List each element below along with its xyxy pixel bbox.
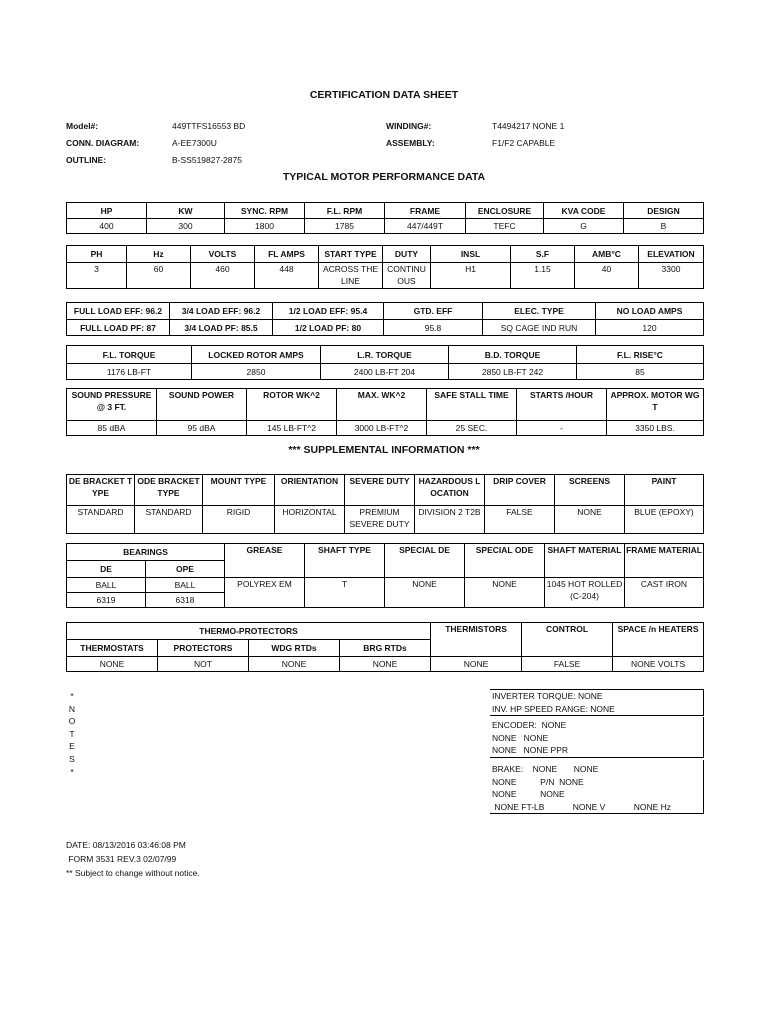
notes-letter: N — [68, 703, 76, 714]
max-wk2-header: MAX. WK^2 — [337, 389, 427, 421]
protectors-header: PROTECTORS — [158, 640, 249, 657]
special-de-header: SPECIAL DE — [385, 544, 465, 578]
fl-rise-value: 85 — [577, 364, 704, 380]
no-load-amps-header: NO LOAD AMPS — [596, 303, 704, 320]
severe-duty-value: PREMIUM SEVERE DUTY — [345, 506, 415, 534]
frame-header: FRAME — [385, 203, 466, 219]
de-bracket-header: DE BRACKET TYPE — [67, 475, 135, 506]
rotor-wk2-value: 145 LB-FT^2 — [247, 421, 337, 436]
footer — [66, 838, 200, 880]
bearings-header: BEARINGS — [67, 544, 225, 561]
shaft-type-header: SHAFT TYPE — [305, 544, 385, 578]
space-heaters-header: SPACE /n HEATERS — [613, 623, 704, 657]
special-de-value: NONE — [385, 578, 465, 608]
winding-value: T4494217 NONE 1 — [492, 121, 565, 131]
space-heaters-value: NONE VOLTS — [613, 657, 704, 672]
design-value: B — [624, 219, 704, 234]
thermistors-value: NONE — [431, 657, 522, 672]
encoder-line-3: NONE NONE PPR — [492, 745, 569, 755]
model-value: 449TTFS16553 BD — [172, 121, 246, 131]
de-bracket-value: STANDARD — [67, 506, 135, 534]
ph-value: 3 — [67, 263, 127, 289]
three-quarter-load-eff: 3/4 LOAD EFF: 96.2 — [170, 303, 273, 320]
duty-header: DUTY — [383, 246, 431, 263]
inverter-torque: INVERTER TORQUE: NONE — [492, 691, 603, 701]
bd-torque-value: 2850 LB-FT 242 — [449, 364, 577, 380]
sound-pressure-value: 85 dBA — [67, 421, 157, 436]
conn-diagram-label: CONN. DIAGRAM: — [66, 138, 140, 148]
orientation-value: HORIZONTAL — [275, 506, 345, 534]
rotor-wk2-header: ROTOR WK^2 — [247, 389, 337, 421]
approx-weight-header: APPROX. MOTOR WGT — [607, 389, 704, 421]
mount-type-header: MOUNT TYPE — [203, 475, 275, 506]
full-load-pf: FULL LOAD PF: 87 — [67, 320, 170, 336]
elevation-header: ELEVATION — [639, 246, 704, 263]
kw-header: KW — [147, 203, 225, 219]
bearings-table — [66, 543, 704, 608]
elevation-value: 3300 — [639, 263, 704, 289]
elec-type-header: ELEC. TYPE — [483, 303, 596, 320]
brake-line-2: NONE P/N NONE — [492, 776, 584, 787]
outline-value: B-SS519827-2875 — [172, 155, 242, 165]
three-quarter-load-pf: 3/4 LOAD PF: 85.5 — [170, 320, 273, 336]
brake-line-1: BRAKE: NONE NONE — [492, 764, 599, 774]
wdg-rtds-header: WDG RTDs — [249, 640, 340, 657]
performance-title: TYPICAL MOTOR PERFORMANCE DATA — [282, 171, 486, 183]
hazardous-location-value: DIVISION 2 T2B — [415, 506, 485, 534]
shaft-material-value: 1045 HOT ROLLED (C-204) — [545, 578, 625, 608]
orientation-header: ORIENTATION — [275, 475, 345, 506]
amb-value: 40 — [575, 263, 639, 289]
amb-header: AMB°C — [575, 246, 639, 263]
conn-diagram-value: A-EE7300U — [172, 138, 217, 148]
grease-header: GREASE — [225, 544, 305, 578]
inverter-speed-range: INV. HP SPEED RANGE: NONE — [492, 703, 615, 714]
drip-cover-value: FALSE — [485, 506, 555, 534]
protectors-value: NOT — [158, 657, 249, 672]
enclosure-header: ENCLOSURE — [466, 203, 544, 219]
hz-header: Hz — [127, 246, 191, 263]
severe-duty-header: SEVERE DUTY — [345, 475, 415, 506]
encoder-box — [490, 717, 704, 758]
approx-weight-value: 3350 LBS. — [607, 421, 704, 436]
shaft-type-value: T — [305, 578, 385, 608]
hz-value: 60 — [127, 263, 191, 289]
shaft-material-header: SHAFT MATERIAL — [545, 544, 625, 578]
half-load-pf: 1/2 LOAD PF: 80 — [273, 320, 384, 336]
no-load-amps-value: 120 — [596, 320, 704, 336]
locked-rotor-amps-header: LOCKED ROTOR AMPS — [192, 346, 321, 364]
fl-rpm-header: F.L. RPM — [305, 203, 385, 219]
start-type-header: START TYPE — [319, 246, 383, 263]
kw-value: 300 — [147, 219, 225, 234]
insl-header: INSL — [431, 246, 511, 263]
kva-code-header: KVA CODE — [544, 203, 624, 219]
efficiency-table — [66, 302, 704, 336]
fl-torque-value: 1176 LB-FT — [67, 364, 192, 380]
hazardous-location-header: HAZARDOUS LOCATION — [415, 475, 485, 506]
wdg-rtds-value: NONE — [249, 657, 340, 672]
design-header: DESIGN — [624, 203, 704, 219]
starts-hour-header: STARTS /HOUR — [517, 389, 607, 421]
outline-label: OUTLINE: — [66, 155, 107, 165]
control-value: FALSE — [522, 657, 613, 672]
fl-amps-value: 448 — [255, 263, 319, 289]
lr-torque-header: L.R. TORQUE — [321, 346, 449, 364]
brg-rtds-value: NONE — [340, 657, 431, 672]
document-title: CERTIFICATION DATA SHEET — [309, 89, 459, 101]
sync-rpm-header: SYNC. RPM — [225, 203, 305, 219]
hp-value: 400 — [67, 219, 147, 234]
half-load-eff: 1/2 LOAD EFF: 95.4 — [273, 303, 384, 320]
max-wk2-value: 3000 LB-FT^2 — [337, 421, 427, 436]
sound-power-header: SOUND POWER — [157, 389, 247, 421]
ph-header: PH — [67, 246, 127, 263]
winding-label: WINDING#: — [386, 121, 432, 131]
duty-value: CONTINUOUS — [383, 263, 431, 289]
frame-material-value: CAST IRON — [625, 578, 704, 608]
thermistors-header: THERMISTORS — [431, 623, 522, 657]
sound-inertia-table — [66, 388, 704, 436]
control-header: CONTROL — [522, 623, 613, 657]
bd-torque-header: B.D. TORQUE — [449, 346, 577, 364]
paint-header: PAINT — [625, 475, 704, 506]
screens-header: SCREENS — [555, 475, 625, 506]
notes-letter: T — [69, 728, 75, 739]
enclosure-value: TEFC — [466, 219, 544, 234]
elec-type-value: SQ CAGE IND RUN — [483, 320, 596, 336]
drip-cover-header: DRIP COVER — [485, 475, 555, 506]
thermostats-header: THERMOSTATS — [67, 640, 158, 657]
screens-value: NONE — [555, 506, 625, 534]
starts-hour-value: - — [517, 421, 607, 436]
mount-type-value: RIGID — [203, 506, 275, 534]
assembly-value: F1/F2 CAPABLE — [492, 138, 556, 148]
change-notice: ** Subject to change without notice. — [66, 868, 200, 878]
hp-header: HP — [67, 203, 147, 219]
full-load-eff: FULL LOAD EFF: 96.2 — [67, 303, 170, 320]
model-label: Model#: — [66, 121, 99, 131]
electrical-ratings-table — [66, 245, 704, 289]
brg-rtds-header: BRG RTDs — [340, 640, 431, 657]
inverter-box — [490, 689, 704, 716]
ope-bearing-type: BALL — [146, 578, 225, 593]
sound-power-value: 95 dBA — [157, 421, 247, 436]
fl-amps-header: FL AMPS — [255, 246, 319, 263]
thermostats-value: NONE — [67, 657, 158, 672]
de-bearing-number: 6319 — [67, 593, 146, 608]
notes-letter: S — [69, 753, 75, 764]
notes-letter: * — [70, 691, 74, 701]
grease-value: POLYREX EM — [225, 578, 305, 608]
sound-pressure-header: SOUND PRESSURE @ 3 FT. — [67, 389, 157, 421]
notes-letter: O — [68, 716, 76, 727]
kva-code-value: G — [544, 219, 624, 234]
form-number: FORM 3531 REV.3 02/07/99 — [66, 854, 177, 864]
ope-header: OPE — [146, 561, 225, 578]
frame-value: 447/449T — [385, 219, 466, 234]
thermo-protectors-header: THERMO-PROTECTORS — [67, 623, 431, 640]
notes-letter: * — [70, 766, 74, 777]
safe-stall-time-value: 25 SEC. — [427, 421, 517, 436]
locked-rotor-amps-value: 2850 — [192, 364, 321, 380]
special-ode-header: SPECIAL ODE — [465, 544, 545, 578]
sync-rpm-value: 1800 — [225, 219, 305, 234]
supplemental-title: *** SUPPLEMENTAL INFORMATION *** — [288, 444, 480, 456]
fl-torque-header: F.L. TORQUE — [67, 346, 192, 364]
notes-label — [66, 690, 78, 778]
brake-line-4: NONE FT-LB NONE V NONE Hz — [492, 801, 671, 812]
ode-bracket-header: ODE BRACKET TYPE — [135, 475, 203, 506]
protectors-table — [66, 622, 704, 672]
ode-bracket-value: STANDARD — [135, 506, 203, 534]
brake-line-3: NONE NONE — [492, 789, 565, 799]
assembly-label: ASSEMBLY: — [386, 138, 435, 148]
lr-torque-value: 2400 LB-FT 204 — [321, 364, 449, 380]
notes-letter: E — [69, 741, 75, 752]
insl-value: H1 — [431, 263, 511, 289]
gtd-eff-header: GTD. EFF — [384, 303, 483, 320]
paint-value: BLUE (EPOXY) — [625, 506, 704, 534]
special-ode-value: NONE — [465, 578, 545, 608]
frame-material-header: FRAME MATERIAL — [625, 544, 704, 578]
de-bearing-type: BALL — [67, 578, 146, 593]
sf-value: 1.15 — [511, 263, 575, 289]
basic-ratings-table — [66, 202, 704, 234]
sf-header: S.F — [511, 246, 575, 263]
fl-rpm-value: 1785 — [305, 219, 385, 234]
ope-bearing-number: 6318 — [146, 593, 225, 608]
volts-value: 460 — [191, 263, 255, 289]
mechanical-table — [66, 474, 704, 534]
start-type-value: ACROSS THE LINE — [319, 263, 383, 289]
de-header: DE — [67, 561, 146, 578]
print-date: DATE: 08/13/2016 03:46:08 PM — [66, 840, 186, 850]
encoder-line-1: ENCODER: NONE — [492, 720, 567, 730]
torque-table — [66, 345, 704, 380]
encoder-line-2: NONE NONE — [492, 732, 549, 743]
safe-stall-time-header: SAFE STALL TIME — [427, 389, 517, 421]
fl-rise-header: F.L. RISE°C — [577, 346, 704, 364]
gtd-eff-value: 95.8 — [384, 320, 483, 336]
volts-header: VOLTS — [191, 246, 255, 263]
brake-box — [490, 760, 704, 814]
